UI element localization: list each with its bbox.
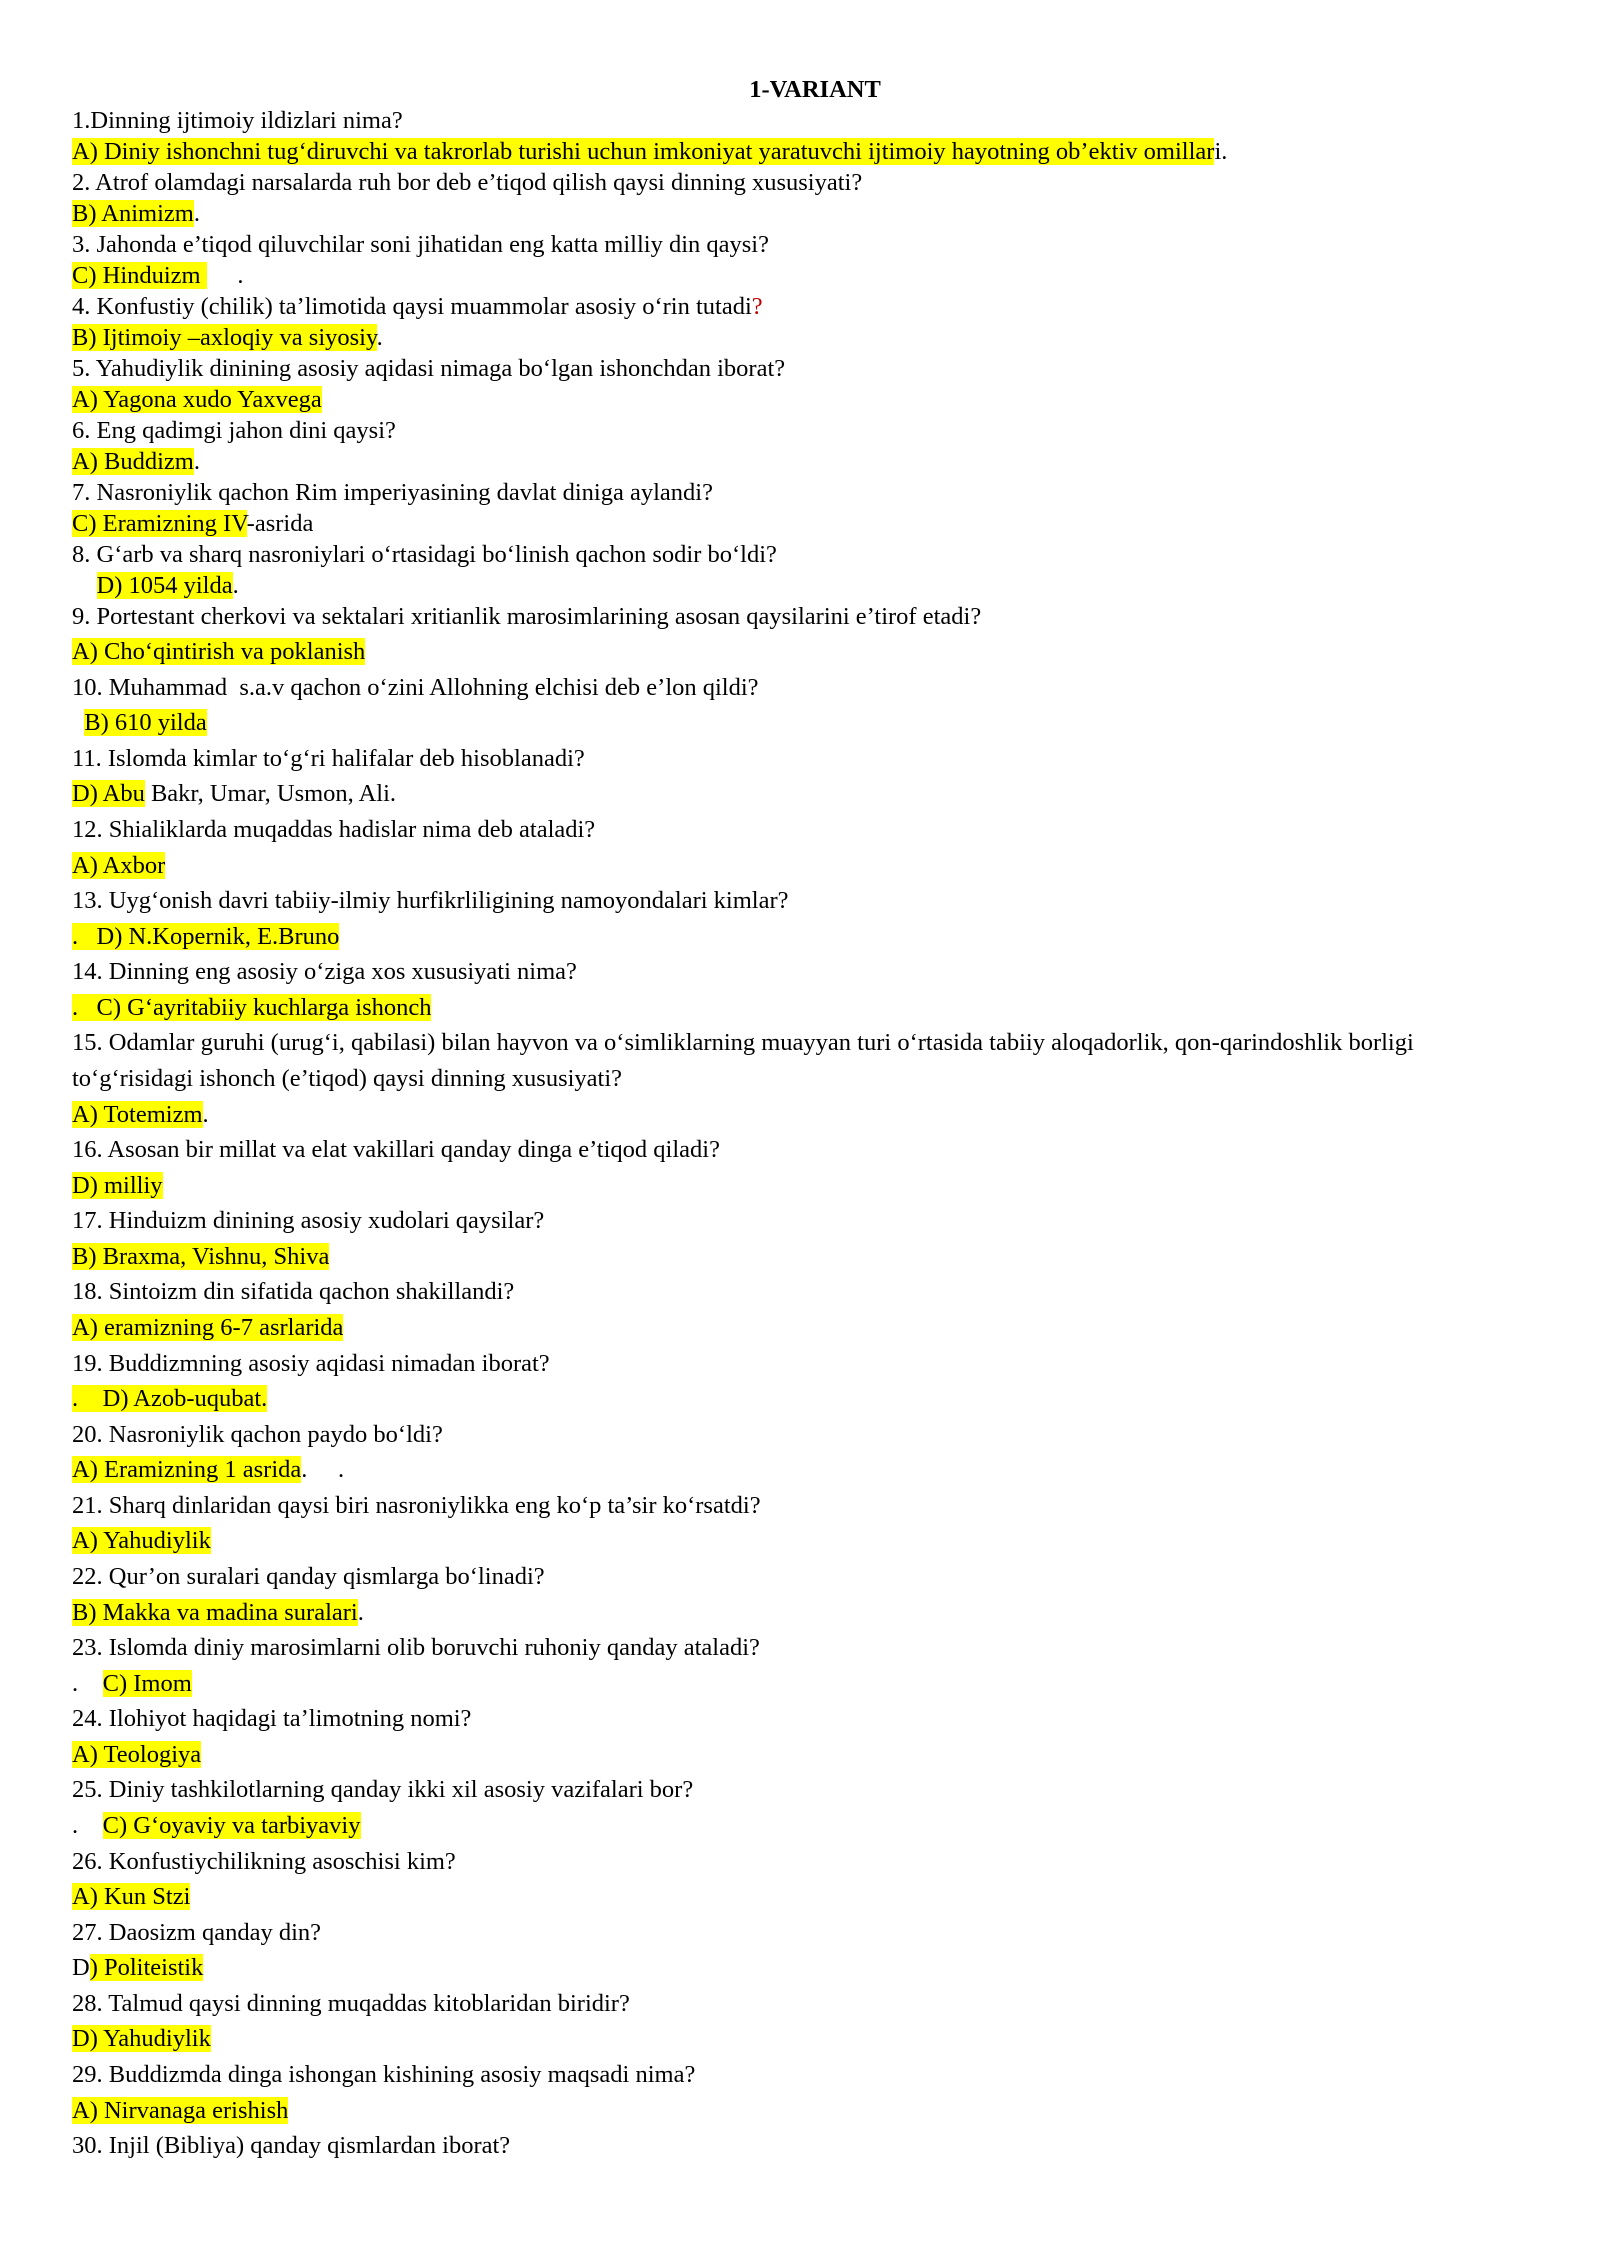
- highlighted-answer: C) Eramizning IV: [72, 510, 247, 537]
- answer-line: [72, 1740, 201, 1770]
- line-text: to‘g‘risidagi ishonch (e’tiqod) qaysi dinning xususiyati?: [72, 1065, 623, 1092]
- line-text: 3. Jahonda e’tiqod qiluvchilar soni jihatidan eng katta milliy din qaysi?: [72, 231, 769, 258]
- highlighted-answer: C) G‘oyaviy va tarbiyaviy: [102, 1812, 361, 1839]
- question-line: [72, 1420, 443, 1450]
- question-line: [72, 106, 403, 136]
- highlighted-answer: D) Abu: [72, 780, 145, 807]
- highlighted-answer: D) milliy: [72, 1172, 163, 1199]
- question-line: [72, 478, 713, 508]
- answer-line: [72, 1882, 190, 1912]
- answer-line: [72, 261, 244, 291]
- line-text: 1.Dinning ijtimoiy ildizlari nima?: [72, 107, 403, 134]
- line-text: . .: [301, 1456, 345, 1483]
- answer-line: [72, 1526, 211, 1556]
- answer-line: [72, 708, 207, 738]
- answer-line: [72, 1100, 209, 1130]
- highlighted-answer: . D) N.Kopernik, E.Bruno: [72, 923, 340, 950]
- line-text: 18. Sintoizm din sifatida qachon shakillandi?: [72, 1278, 515, 1305]
- line-text: 22. Qur’on suralari qanday qismlarga bo‘linadi?: [72, 1563, 545, 1590]
- question-line: [72, 2131, 510, 2161]
- highlighted-answer: A) Yagona xudo Yaxvega: [72, 386, 322, 413]
- highlighted-answer: A) Nirvanaga erishish: [72, 2097, 289, 2124]
- question-line: [72, 1028, 1414, 1058]
- highlighted-answer: B) Makka va madina suralari: [72, 1599, 358, 1626]
- question-line: [72, 168, 862, 198]
- question-line: [72, 540, 777, 570]
- line-text: .: [376, 324, 383, 351]
- highlighted-answer: D) 1054 yilda: [96, 572, 233, 599]
- answer-line: [72, 2096, 288, 2126]
- line-text: 26. Konfustiychilikning asoschisi kim?: [72, 1848, 456, 1875]
- line-text: 6. Eng qadimgi jahon dini qaysi?: [72, 417, 396, 444]
- line-text: 27. Daosizm qanday din?: [72, 1919, 322, 1946]
- line-text: 8. G‘arb va sharq nasroniylari o‘rtasidagi bo‘linish qachon sodir bo‘ldi?: [72, 541, 777, 568]
- answer-line: [72, 447, 200, 477]
- line-text: 16. Asosan bir millat va elat vakillari qanday dinga e’tiqod qiladi?: [72, 1136, 720, 1163]
- line-text: 15. Odamlar guruhi (urug‘i, qabilasi) bilan hayvon va o‘simliklarning muayyan turi o‘rtasida tabiiy aloqadorlik, qon-qarindoshlik borligi: [72, 1029, 1414, 1056]
- answer-line: [72, 1811, 361, 1841]
- line-text: 25. Diniy tashkilotlarning qanday ikki xil asosiy vazifalari bor?: [72, 1776, 694, 1803]
- question-line: [72, 354, 785, 384]
- answer-line: [72, 779, 396, 809]
- question-line: [72, 1349, 550, 1379]
- line-text: .: [232, 572, 239, 599]
- question-line: [72, 957, 577, 987]
- question-line: [72, 815, 595, 845]
- answer-line: [72, 922, 339, 952]
- highlighted-answer: D) Yahudiylik: [72, 2025, 211, 2052]
- question-line: [72, 1847, 456, 1877]
- line-text: 12. Shialiklarda muqaddas hadislar nima deb ataladi?: [72, 816, 596, 843]
- line-text: .: [72, 1812, 103, 1839]
- line-text: .: [357, 1599, 364, 1626]
- question-line: [72, 1775, 693, 1805]
- line-text: ?: [751, 293, 763, 320]
- answer-line: [72, 571, 239, 601]
- line-text: i.: [1214, 138, 1228, 165]
- answer-line: [72, 1242, 329, 1272]
- line-text: 5. Yahudiylik dinining asosiy aqidasi nimaga bo‘lgan ishonchdan iborat?: [72, 355, 786, 382]
- line-text: 20. Nasroniylik qachon paydo bo‘ldi?: [72, 1421, 443, 1448]
- question-line: [72, 416, 396, 446]
- question-line: [72, 1918, 321, 1948]
- highlighted-answer: A) Cho‘qintirish va poklanish: [72, 638, 366, 665]
- highlighted-answer: . C) G‘ayritabiiy kuchlarga ishonch: [72, 994, 432, 1021]
- line-text: 30. Injil (Bibliya) qanday qismlardan iborat?: [72, 2132, 511, 2159]
- question-line: [72, 1562, 545, 1592]
- question-line: [72, 673, 759, 703]
- question-line: [72, 1491, 761, 1521]
- highlighted-answer: A) eramizning 6-7 asrlarida: [72, 1314, 344, 1341]
- question-line: [72, 1633, 760, 1663]
- highlighted-answer: A) Eramizning 1 asrida: [72, 1456, 302, 1483]
- line-text: 17. Hinduizm dinining asosiy xudolari qaysilar?: [72, 1207, 545, 1234]
- question-line: [72, 1704, 471, 1734]
- answer-line: [72, 1171, 163, 1201]
- answer-line: [72, 1598, 364, 1628]
- answer-line: [72, 1455, 344, 1485]
- line-text: 23. Islomda diniy marosimlarni olib boruvchi ruhoniy qanday ataladi?: [72, 1634, 760, 1661]
- line-text: [72, 572, 97, 599]
- line-text: 19. Buddizmning asosiy aqidasi nimadan iborat?: [72, 1350, 550, 1377]
- highlighted-answer: B) Ijtimoiy –axloqiy va siyosiy: [72, 324, 377, 351]
- line-text: .: [206, 262, 244, 289]
- line-text: 28. Talmud qaysi dinning muqaddas kitoblaridan biridir?: [72, 1990, 630, 2017]
- highlighted-answer: A) Kun Stzi: [72, 1883, 191, 1910]
- question-line: [72, 1277, 514, 1307]
- line-text: .: [202, 1101, 209, 1128]
- highlighted-answer: A) Teologiya: [72, 1741, 202, 1768]
- answer-line: [72, 851, 165, 881]
- highlighted-answer: C) Imom: [102, 1670, 192, 1697]
- page-title: 1-VARIANT: [749, 76, 881, 103]
- highlighted-answer: B) Braxma, Vishnu, Shiva: [72, 1243, 330, 1270]
- question-line: [72, 292, 763, 322]
- line-text: 11. Islomda kimlar to‘g‘ri halifalar deb hisoblanadi?: [72, 745, 585, 772]
- answer-line: [72, 1384, 267, 1414]
- highlighted-answer: B) Animizm: [72, 200, 194, 227]
- line-text: 7. Nasroniylik qachon Rim imperiyasining davlat diniga aylandi?: [72, 479, 713, 506]
- line-text: .: [72, 1670, 103, 1697]
- question-line: [72, 2060, 695, 2090]
- highlighted-answer: A) Yahudiylik: [72, 1527, 211, 1554]
- question-line: [72, 744, 585, 774]
- highlighted-answer: B) 610 yilda: [84, 709, 207, 736]
- line-text: 29. Buddizmda dinga ishongan kishining asosiy maqsadi nima?: [72, 2061, 696, 2088]
- highlighted-answer: A) Axbor: [72, 852, 166, 879]
- question-line: [72, 886, 789, 916]
- answer-line: [72, 1669, 192, 1699]
- highlighted-answer: ) Politeistik: [89, 1954, 204, 1981]
- line-text: Bakr, Umar, Usmon, Ali.: [144, 780, 397, 807]
- answer-line: [72, 637, 365, 667]
- line-text: 14. Dinning eng asosiy o‘ziga xos xususiyati nima?: [72, 958, 577, 985]
- highlighted-answer: A) Buddizm: [72, 448, 194, 475]
- line-text: 9. Portestant cherkovi va sektalari xritianlik marosimlarining asosan qaysilarini e’tirof etadi?: [72, 603, 982, 630]
- highlighted-answer: C) Hinduizm: [72, 262, 207, 289]
- line-text: 13. Uyg‘onish davri tabiiy-ilmiy hurfikrliligining namoyondalari kimlar?: [72, 887, 789, 914]
- answer-line: [72, 509, 313, 539]
- question-line: [72, 1064, 622, 1094]
- answer-line: [72, 137, 1227, 167]
- line-text: D: [72, 1954, 90, 1981]
- highlighted-answer: A) Diniy ishonchni tug‘diruvchi va takrorlab turishi uchun imkoniyat yaratuvchi ijtimoiy hayotning ob’ektiv omillar: [72, 138, 1215, 165]
- answer-line: [72, 199, 200, 229]
- answer-line: [72, 993, 431, 1023]
- answer-line: [72, 385, 322, 415]
- highlighted-answer: A) Totemizm: [72, 1101, 203, 1128]
- question-line: [72, 1135, 720, 1165]
- line-text: .: [193, 200, 200, 227]
- question-line: [72, 230, 769, 260]
- highlighted-answer: . D) Azob-uqubat.: [72, 1385, 268, 1412]
- line-text: 21. Sharq dinlaridan qaysi biri nasroniylikka eng ko‘p ta’sir ko‘rsatdi?: [72, 1492, 761, 1519]
- answer-line: [72, 323, 383, 353]
- question-line: [72, 1989, 630, 2019]
- line-text: 10. Muhammad s.a.v qachon o‘zini Allohning elchisi deb e’lon qildi?: [72, 674, 759, 701]
- line-text: -asrida: [246, 510, 314, 537]
- line-text: 2. Atrof olamdagi narsalarda ruh bor deb e’tiqod qilish qaysi dinning xususiyati?: [72, 169, 863, 196]
- question-line: [72, 1206, 544, 1236]
- line-text: .: [193, 448, 200, 475]
- answer-line: [72, 1953, 203, 1983]
- question-line: [72, 602, 981, 632]
- line-text: 4. Konfustiy (chilik) ta’limotida qaysi muammolar asosiy o‘rin tutadi: [72, 293, 752, 320]
- line-text: 24. Ilohiyot haqidagi ta’limotning nomi?: [72, 1705, 472, 1732]
- answer-line: [72, 2024, 211, 2054]
- line-text: [72, 709, 84, 736]
- answer-line: [72, 1313, 343, 1343]
